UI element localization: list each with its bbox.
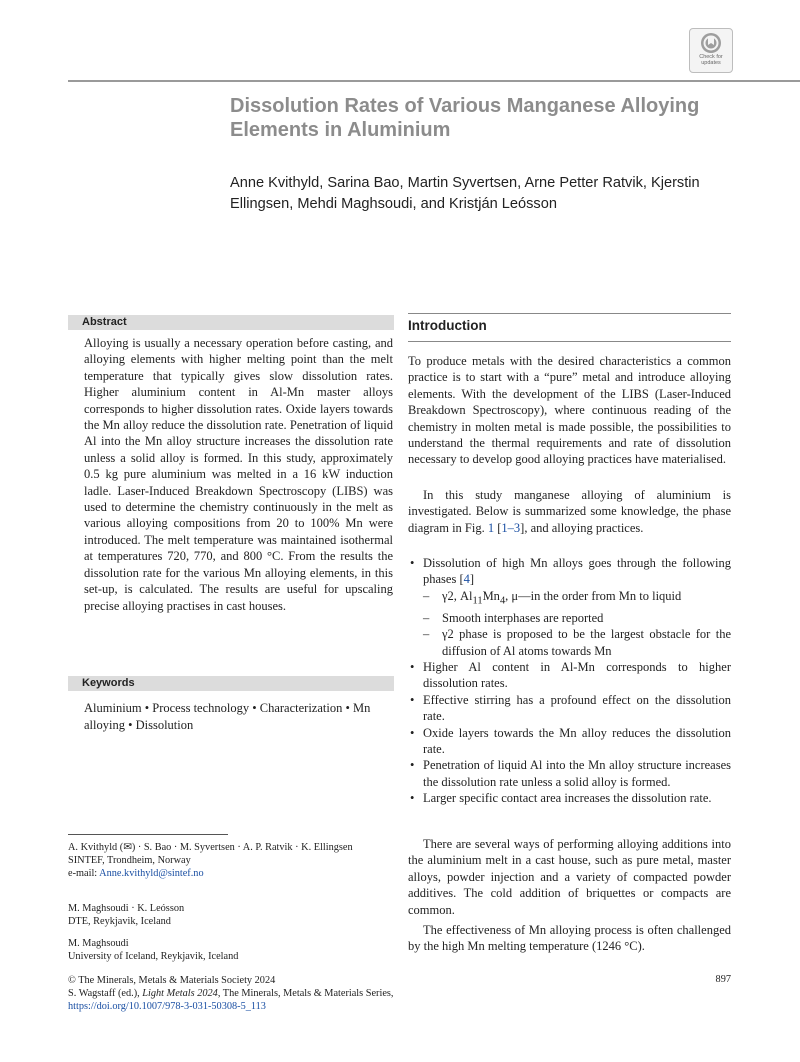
bullet-icon: •: [410, 659, 415, 674]
book-title: Light Metals 2024: [142, 988, 218, 999]
intro-paragraph-4: The effectiveness of Mn alloying process is often challenged by the high Mn melting temperature (1246 °C).: [408, 923, 731, 954]
abstract-text: Alloying is usually a necessary operation before casting, and alloying elements with higher melting point than the melt temperature that typically gives slow dissolution rates. Higher aluminium content in Al-Mn master alloys corresponds to higher dissolution rates. Oxide layers towards the Mn alloy reduce the dissolution rate. Penetration of liquid Al into the Mn alloy structure increases the dissolution rate unless a solid alloy is formed. In this study, approximately 0.5 kg pure aluminium was melted in a 16 kW induction ladle. Laser-Induced Breakdown Spectroscopy (LIBS) was used to determine the chemistry continuously in the melt as various alloying compositions from 20 to 100% Mn were introduced. The melt temperature was maintained isothermal at temperatures 720, 770, and 800 °C. From the results the dissolution rate for the various Mn alloying elements, in this set-up, is calculated. The results are useful for upscaling precise alloying practises in cast houses.: [84, 336, 393, 613]
affiliation-email-line: [68, 867, 368, 880]
sub-item-text: Mn: [482, 588, 500, 603]
list-item-text: ]: [469, 572, 475, 587]
bullet-icon: •: [410, 692, 415, 707]
intro-paragraph-3: There are several ways of performing alloying additions into the aluminium melt in a cast house, such as pure metal, master alloys, powder injection and a variety of compacted powder additives. The cold addition of briquettes or compacts are common.: [408, 837, 731, 917]
sub-list-item: [408, 626, 731, 659]
list-item-text: Larger specific contact area increases the dissolution rate.: [423, 791, 712, 806]
introduction-heading: Introduction: [408, 318, 487, 333]
sub-list-item: [408, 588, 731, 610]
affiliation-university: [68, 937, 368, 963]
figure-link[interactable]: 1: [487, 520, 495, 535]
bullet-icon: •: [410, 758, 415, 773]
list-item: [408, 659, 731, 692]
list-item: [408, 555, 731, 588]
keywords-text: Aluminium • Process technology • Characterization • Mn alloying • Dissolution: [84, 701, 371, 732]
paragraph-text: [: [494, 520, 502, 535]
citation-text: S. Wagstaff (ed.),: [68, 988, 143, 999]
list-item-text: Oxide layers towards the Mn alloy reduces the dissolution rate.: [423, 725, 731, 756]
footnote-rule: [68, 834, 228, 835]
bullet-icon: •: [410, 791, 415, 806]
citation-text: , The Minerals, Metals & Materials Series,: [217, 988, 394, 999]
affiliation-names: M. Maghsoudi: [68, 938, 129, 949]
intro-paragraph-2: [408, 487, 731, 536]
affiliation-names: M. Maghsoudi · K. Leósson: [68, 903, 185, 914]
paragraph-text: ], and alloying practices.: [520, 520, 644, 535]
copyright-line: © The Minerals, Metals & Materials Society 2024: [68, 975, 276, 986]
affiliation-org: SINTEF, Trondheim, Norway: [68, 855, 191, 866]
list-item: [408, 757, 731, 790]
keywords-label: Keywords: [68, 676, 394, 691]
list-item-text: Dissolution of high Mn alloys goes through the following phases [: [423, 556, 731, 587]
introduction-top-rule: [408, 313, 731, 314]
affiliation-names: A. Kvithyld (✉) · S. Bao · M. Syvertsen · A. P. Ratvik · K. Ellingsen: [68, 842, 353, 853]
bullet-list: [408, 555, 731, 807]
dash-icon: –: [423, 610, 430, 625]
list-item-text: Penetration of liquid Al into the Mn alloy structure increases the dissolution rate unless a solid alloy is formed.: [423, 758, 731, 789]
list-item: [408, 790, 731, 806]
badge-label: Check for updates: [699, 54, 723, 66]
dash-icon: –: [423, 627, 430, 642]
page-footer: [68, 974, 731, 1013]
abstract-label: Abstract: [68, 315, 394, 330]
affiliation-org: DTE, Reykjavik, Iceland: [68, 916, 171, 927]
intro-paragraph-1: To produce metals with the desired characteristics a common practice is to start with a “pure” metal and introduce alloying elements. With the development of the LIBS (Laser-Induced Breakdown Spectroscopy), where continuous reading of the chemistry in molten metal is made possible, the possibilities to understand the thermal requirements and rate of dissolution necessary to develop good alloying practices have materialised.: [408, 354, 731, 467]
header-rule: [68, 80, 800, 82]
affiliation-sintef: [68, 841, 368, 880]
list-item: [408, 692, 731, 725]
sub-list-item: [408, 610, 731, 626]
sub-item-text: , μ—in the order from Mn to liquid: [505, 588, 682, 603]
subscript: 4: [499, 595, 506, 607]
sub-item-text: γ2 phase is proposed to be the largest obstacle for the diffusion of Al atoms towards Mn: [442, 627, 731, 658]
paper-title: Dissolution Rates of Various Manganese Alloying Elements in Aluminium: [230, 95, 700, 141]
list-item-text: Effective stirring has a profound effect on the dissolution rate.: [423, 692, 731, 724]
check-for-updates-badge[interactable]: [689, 28, 733, 73]
bookmark-icon: [700, 32, 722, 54]
email-label: e-mail:: [68, 868, 100, 879]
sub-item-text: Smooth interphases are reported: [442, 610, 604, 625]
citation-line: [68, 987, 731, 1000]
paragraph-text: In this study manganese alloying of aluminium is investigated. Below is summarized some knowledge, the phase diagram in Fig.: [408, 488, 731, 535]
subscript: 11: [472, 595, 483, 607]
author-list: Anne Kvithyld, Sarina Bao, Martin Syvertsen, Arne Petter Ratvik, Kjerstin Ellingsen, Mehdi Maghsoudi, and Kristján Leósson: [230, 175, 700, 212]
affiliation-org: University of Iceland, Reykjavik, Iceland: [68, 951, 239, 962]
list-item: [408, 725, 731, 758]
doi-link[interactable]: https://doi.org/10.1007/978-3-031-50308-5_113: [68, 1001, 266, 1012]
email-link[interactable]: Anne.kvithyld@sintef.no: [99, 868, 204, 879]
dash-icon: –: [423, 588, 430, 603]
list-item-text: Higher Al content in Al-Mn corresponds to higher dissolution rates.: [423, 659, 731, 691]
bullet-icon: •: [410, 725, 415, 740]
affiliation-dte: [68, 902, 368, 928]
sub-item-text: γ2, Al: [442, 588, 473, 603]
page-number: 897: [715, 974, 731, 985]
bullet-icon: •: [410, 556, 415, 570]
introduction-bottom-rule: [408, 341, 731, 342]
reference-link[interactable]: 4: [463, 572, 470, 587]
reference-link[interactable]: 1–3: [501, 520, 521, 535]
